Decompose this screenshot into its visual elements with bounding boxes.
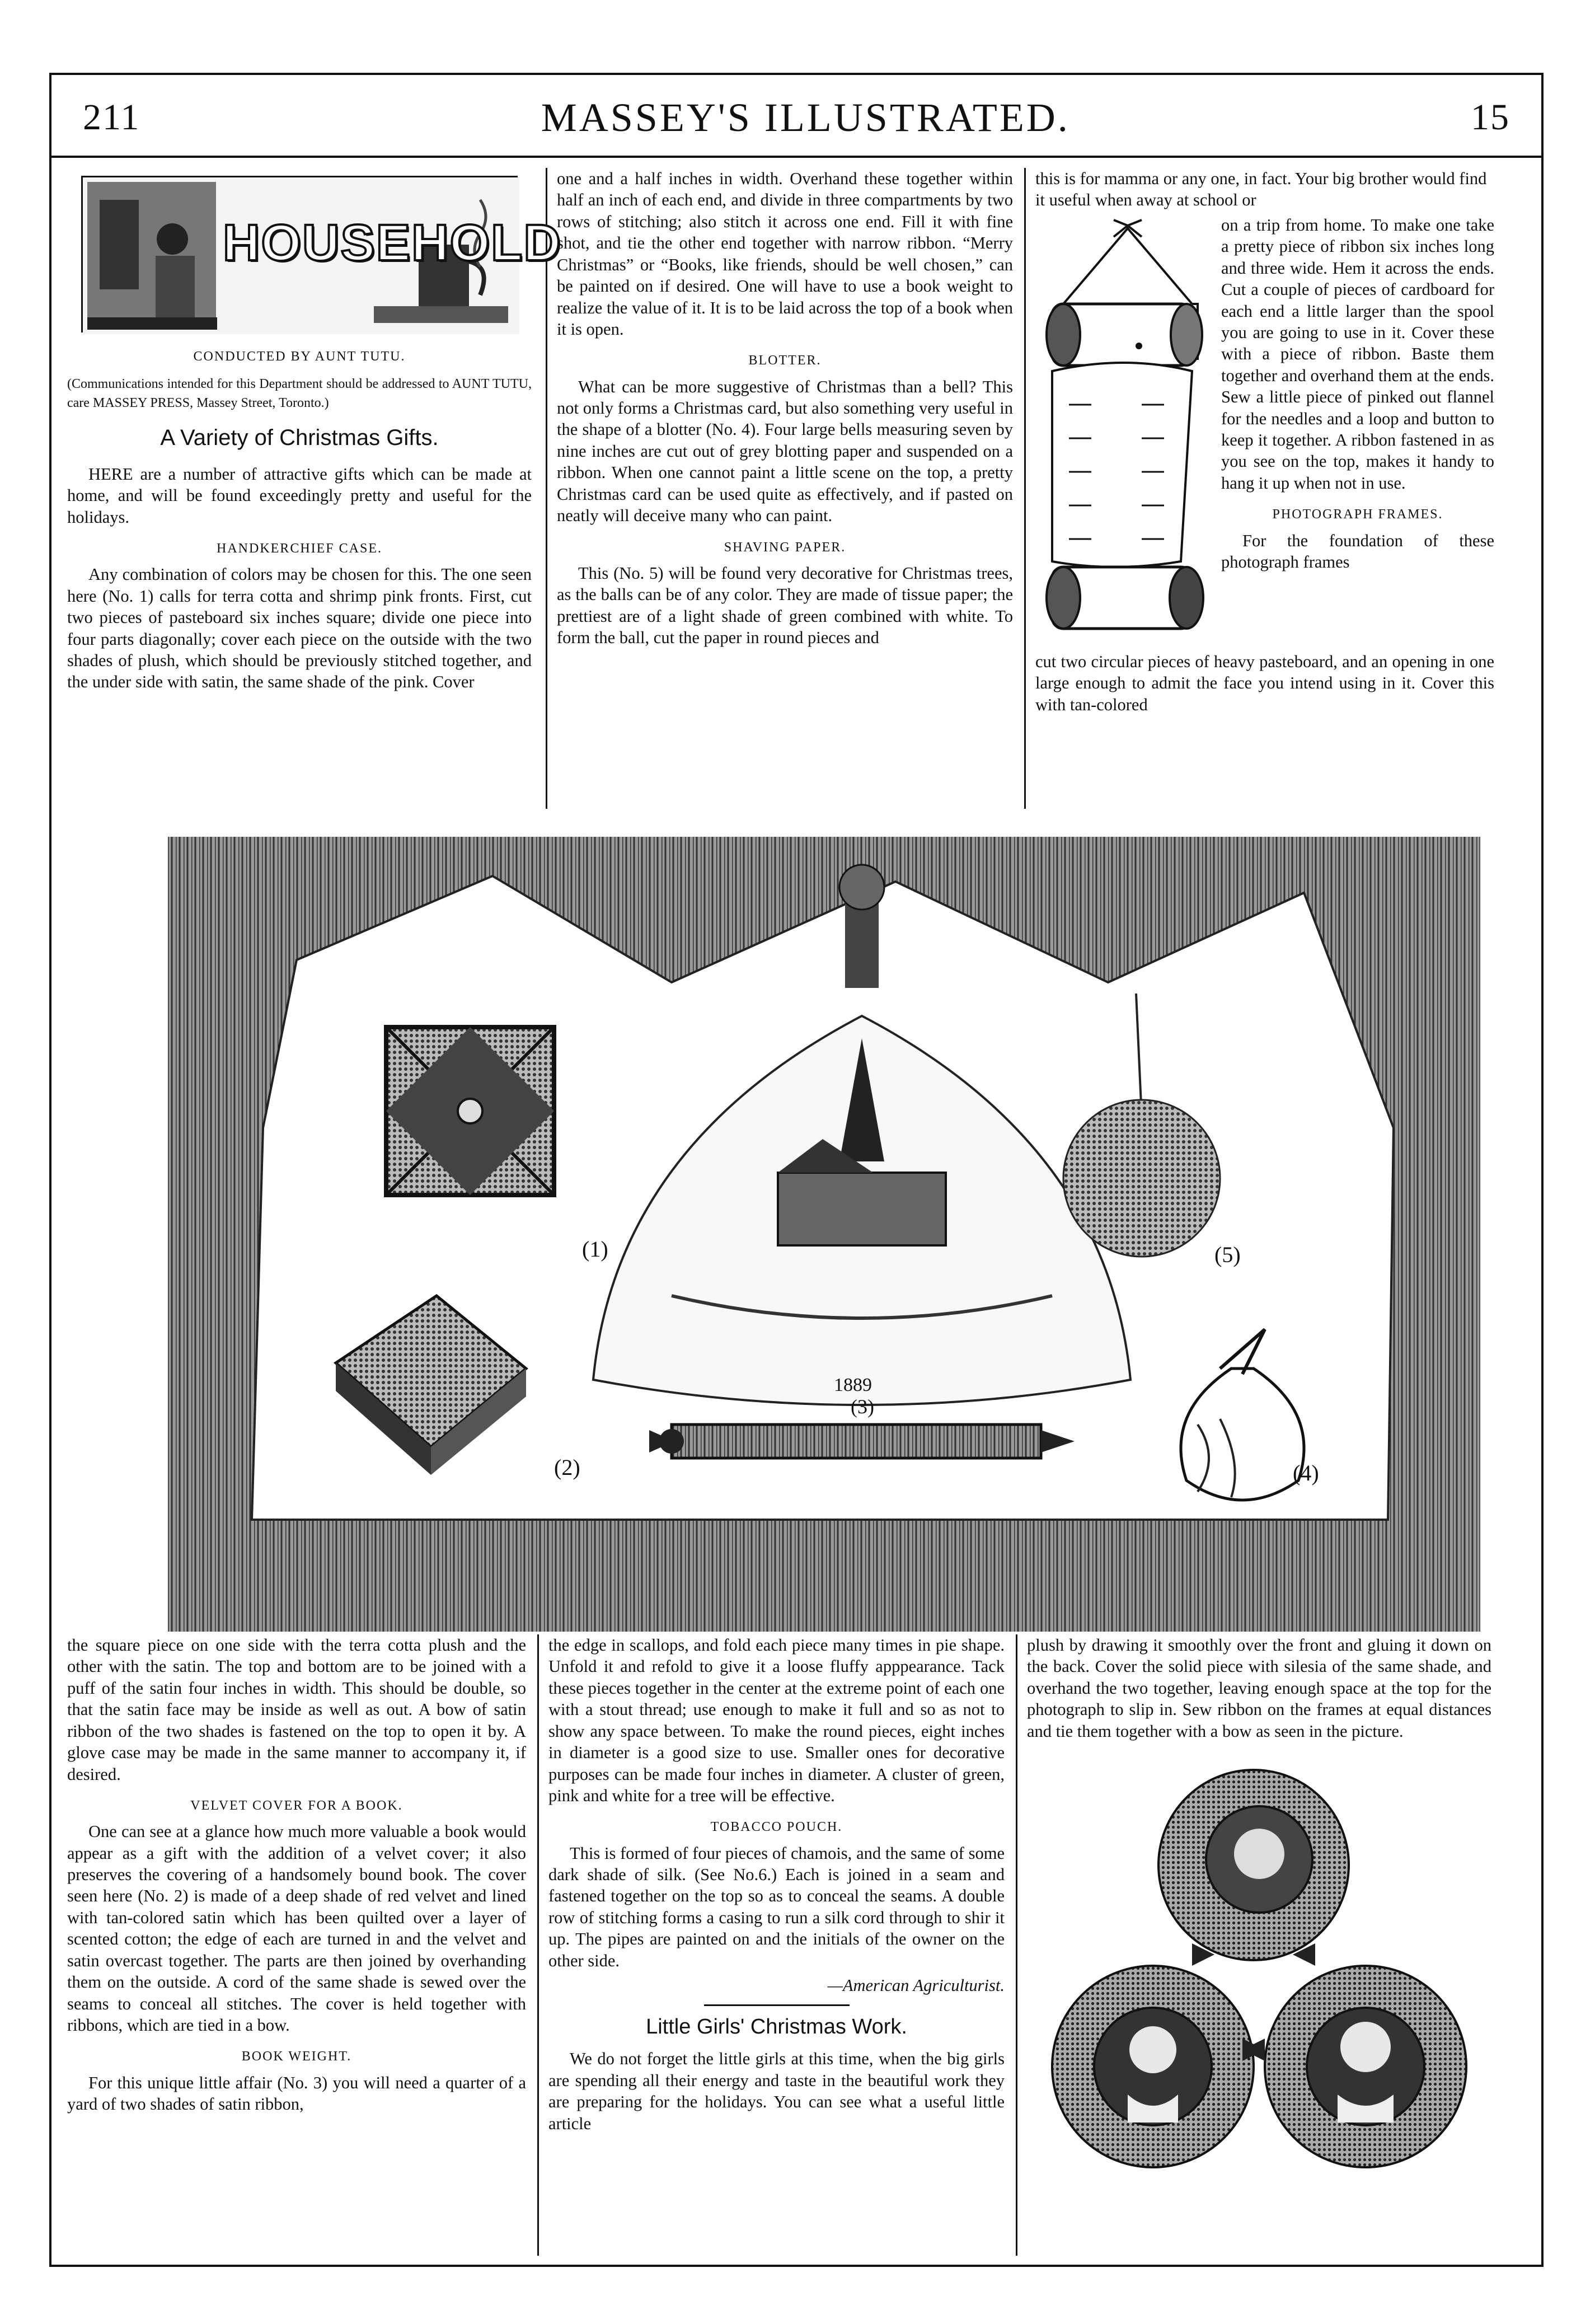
needle-case-illustration <box>1030 214 1214 651</box>
little-girls-paragraph: We do not forget the little girls at this time, when the big girls are spending all their energy and taste in the beautiful work they are preparing for the holidays. You can see what a useful little article <box>548 2049 1005 2133</box>
photograph-frames-paragraph-start: For the foundation of these photograph frames <box>1221 531 1494 571</box>
figure-label-5: (5) <box>1214 1242 1241 1267</box>
page-number-left: 211 <box>83 97 140 138</box>
needle-case-intro: this is for mamma or any one, in fact. Your big brother would find it useful when away at school or <box>1035 169 1487 210</box>
column-1-bottom <box>67 1634 526 2250</box>
figure-label-4: (4) <box>1293 1460 1319 1486</box>
column-rule-1-bottom <box>537 1634 539 2256</box>
figure-year: 1889 <box>834 1375 872 1395</box>
household-word: HOUSEHOLD <box>223 214 562 271</box>
masthead-rule <box>49 156 1544 158</box>
shaving-paper-paragraph: This (No. 5) will be found very decorative for Christmas trees, as the balls can be of any color. They are made of tissue paper; the prettiest are of a light shade of green combined with white. To form the ball, cut the paper in round pieces and <box>557 563 1013 648</box>
photograph-frames-paragraph: cut two circular pieces of heavy pasteboard, and an opening in one large enough to admit the face you intend using in it. Cover this with tan-colored <box>1035 652 1494 714</box>
publication-title: MASSEY'S ILLUSTRATED. <box>541 95 1070 140</box>
little-girls-heading: Little Girls' Christmas Work. <box>646 2014 907 2039</box>
editorial-note: (Communications intended for this Department should be addressed to AUNT TUTU, care MASSEY PRESS, Massey Street, Toronto.) <box>67 377 532 410</box>
handkerchief-paragraph: Any combination of colors may be chosen for this. The one seen here (No. 1) calls for terra cotta and shrimp pink fronts. First, cut two pieces of pasteboard six inches square; divide one piece into four parts diagonally; cover each piece on the outside with the two shades of plush, which should be previously stitched together, and the under side with satin, the same shade of the pink. Cover <box>67 565 532 692</box>
subheading-handkerchief-case: HANDKERCHIEF CASE. <box>216 541 382 556</box>
book-weight-drawing <box>649 1425 1075 1458</box>
photograph-frames-paragraph-continued: plush by drawing it smoothly over the front and gluing it down on the back. Cover the solid piece with silesia of the same shade, and overhand the two together, leaving enough space at the top for the photograph to slip in. Sew ribbon on the frames at equal distances and tie them together with a bow as seen in the picture. <box>1027 1636 1491 1741</box>
shaving-paper-paragraph-continued: the edge in scallops, and fold each piece many times in pie shape. Unfold it and refold to give it a loose fluffy apppearance. Tack these pieces together in the center at the extreme point of each one with a stout thread; use enough to make it full and so as not to show any space between. To make the round pieces, eight inches in diameter is a good size to use. Smaller ones for decorative purposes can be made four inches in diameter. A cluster of green, pink and white for a tree will be effective. <box>548 1636 1005 1805</box>
velvet-cover-paragraph: One can see at a glance how much more valuable a book would appear as a gift with the addition of a velvet cover; it also preserves the covering of a handsomely bound book. The cover seen here (No. 2) is made of a deep shade of red velvet and lined with tan-colored satin which has been quilted over a layer of scented cotton; the edge of each are turned in and the velvet and satin overcast together. The parts are then joined by overhanding them on the outside. A cord of the same shade is sewed over the seams to conceal all stitches. The cover is held together with ribbons, which are tied in a bow. <box>67 1822 526 2035</box>
section-divider <box>704 2004 850 2006</box>
subheading-blotter: BLOTTER. <box>748 353 822 368</box>
subheading-photograph-frames: PHOTOGRAPH FRAMES. <box>1272 507 1443 522</box>
figure-label-2: (2) <box>554 1455 580 1480</box>
column-2-top <box>557 168 1013 812</box>
column-3-top <box>1035 168 1494 812</box>
figure-label-3: (3) <box>851 1395 874 1418</box>
subheading-shaving-paper: SHAVING PAPER. <box>724 540 846 555</box>
subheading-book-weight: BOOK WEIGHT. <box>241 2049 352 2064</box>
column-2-bottom <box>548 1634 1005 2250</box>
subheading-velvet-cover: VELVET COVER FOR A BOOK. <box>190 1798 403 1813</box>
needle-case-paragraph: on a trip from home. To make one take a pretty piece of ribbon six inches long and three wide. Hem it across the ends. Cut a couple of pieces of cardboard for each end a little larger than the spool you are going to use in it. Cover these with a piece of ribbon. Baste them together and overhand them at the ends. Sew a little piece of pinked out flannel for the needles and a loop and button to keep it together. A ribbon fastened in as you see on the top, makes it handy to hang it up when not in use. <box>1221 215 1494 493</box>
column-rule-2-bottom <box>1016 1634 1017 2256</box>
handkerchief-case-drawing <box>386 1027 554 1195</box>
column-1-top <box>67 168 562 812</box>
christmas-gifts-illustration <box>168 814 1480 1632</box>
handkerchief-paragraph-continued: the square piece on one side with the terra cotta plush and the other with the satin. The top and bottom are to be joined with a puff of the satin four inches in width. This should be double, so that the satin face may be inside as well as out. A bow of satin ribbon of the two shades is fastened on the top to open it by. A glove case may be made in the same manner to accompany it, if desired. <box>67 1636 526 1784</box>
household-banner <box>81 176 562 332</box>
article-heading: A Variety of Christmas Gifts. <box>160 425 439 451</box>
intro-paragraph: HERE are a number of attractive gifts which can be made at home, and will be found exceedingly pretty and useful for the holidays. <box>67 464 532 527</box>
source-credit: —American Agriculturist. <box>827 1976 1005 1995</box>
page-number-right: 15 <box>1470 97 1510 138</box>
tobacco-pouch-paragraph: This is formed of four pieces of chamois, and the same of some dark shade of silk. (See No.6.) Each is joined in a seam and fastened together on the top so as to conceal the seams. A double row of stitching forms a casing to run a silk cord through to shir it up. The pipes are painted on and the initials of the owner on the other side. <box>548 1843 1005 1970</box>
masthead <box>49 84 1544 151</box>
column-3-bottom <box>1027 1634 1491 2250</box>
subheading-tobacco-pouch: TOBACCO POUCH. <box>710 1820 843 1835</box>
photograph-frames-illustration <box>1030 1764 1489 2190</box>
book-weight-continued: one and a half inches in width. Overhand these together within half an inch of each end, and divide in three compartments by two rows of stitching; also stitch it across one end. Fill it with fine shot, and tie the other end together with narrow ribbon. “Merry Christmas” or “Books, like friends, should be well chosen,” can be painted on if desired. One will have to use a book weight to realize the value of it. It is to be laid across the top of a book when it is open. <box>557 169 1013 339</box>
column-rule-2-top <box>1024 168 1026 809</box>
book-weight-paragraph: For this unique little affair (No. 3) you will need a quarter of a yard of two shades of satin ribbon, <box>67 2073 526 2114</box>
conducted-by: CONDUCTED BY AUNT TUTU. <box>193 349 406 364</box>
figure-label-1: (1) <box>582 1236 608 1262</box>
blotter-paragraph: What can be more suggestive of Christmas than a bell? This not only forms a Christmas card, but also something very useful in the shape of a blotter (No. 4). Four large bells measuring seven by nine inches are cut out of grey blotting paper and suspended on a ribbon. When one cannot paint a little scene on the top, a pretty Christmas card can be used quite as effectively, and if pasted on neatly will deceive many who can paint. <box>557 377 1013 526</box>
